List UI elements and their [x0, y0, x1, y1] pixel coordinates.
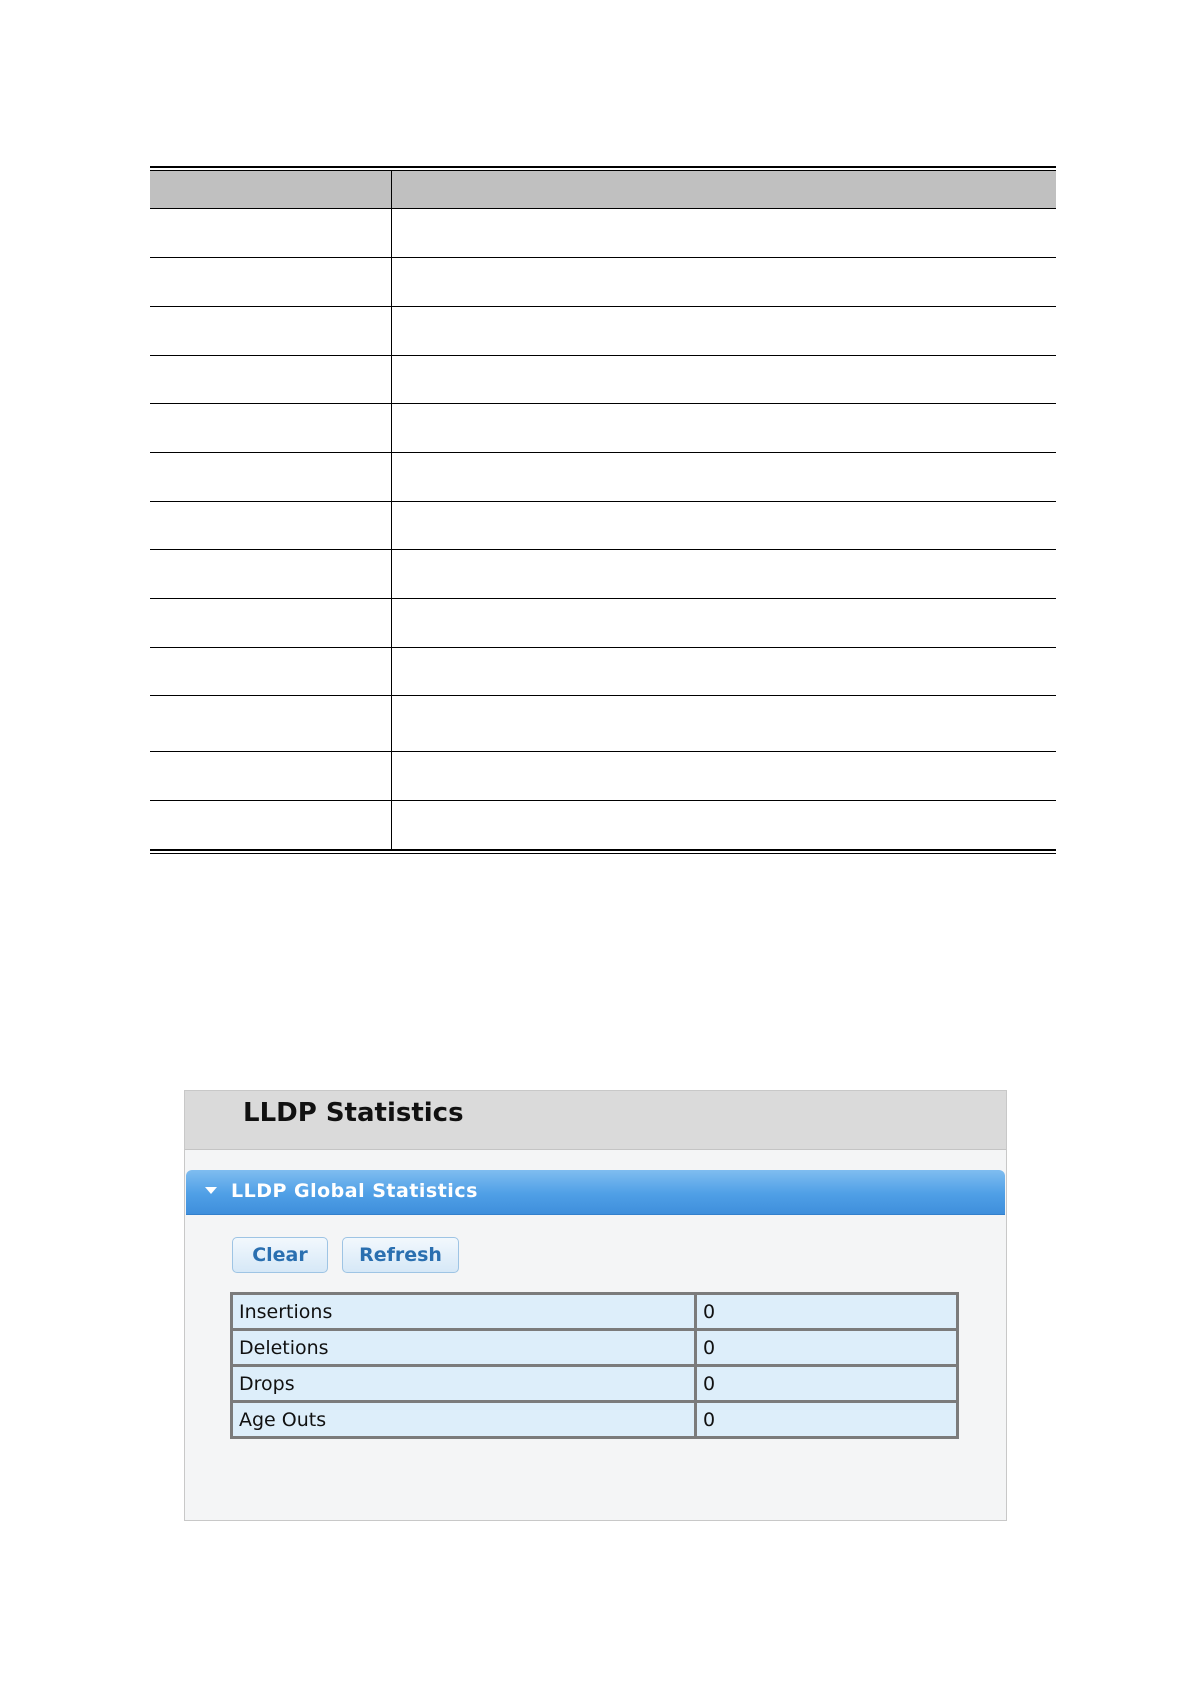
table-row-rule: [150, 647, 1056, 648]
table-row-rule: [150, 751, 1056, 752]
table-row-rule: [150, 695, 1056, 696]
table-row: [232, 1294, 958, 1330]
page-title: LLDP Statistics: [243, 1098, 464, 1128]
stat-label-drops: Drops: [232, 1366, 696, 1402]
stat-value-drops: 0: [696, 1366, 958, 1402]
stat-label-insertions: Insertions: [232, 1294, 696, 1330]
global-statistics-table: [230, 1292, 959, 1439]
table-row: [232, 1366, 958, 1402]
table-row-rule: [150, 403, 1056, 404]
table-header-rule: [150, 208, 1056, 209]
section-header-global-statistics[interactable]: [186, 1170, 1005, 1215]
table-row-rule: [150, 306, 1056, 307]
table-row-rule: [150, 452, 1056, 453]
table-row-rule: [150, 257, 1056, 258]
stat-value-deletions: 0: [696, 1330, 958, 1366]
stat-value-age-outs: 0: [696, 1402, 958, 1438]
panel-header: [185, 1091, 1006, 1150]
table-row-rule: [150, 800, 1056, 801]
table-bottom-rule-thin: [150, 853, 1056, 854]
collapse-arrow-icon[interactable]: [205, 1187, 217, 1194]
stat-label-age-outs: Age Outs: [232, 1402, 696, 1438]
table-top-rule: [150, 166, 1056, 168]
stat-label-deletions: Deletions: [232, 1330, 696, 1366]
lldp-statistics-panel: [184, 1090, 1007, 1521]
table-row-rule: [150, 549, 1056, 550]
table-row: [232, 1402, 958, 1438]
table-header-row: [150, 171, 1056, 208]
table-row-rule: [150, 501, 1056, 502]
table-column-divider: [391, 171, 392, 849]
refresh-button[interactable]: Refresh: [342, 1237, 459, 1273]
clear-button[interactable]: Clear: [232, 1237, 328, 1273]
table-bottom-rule: [150, 849, 1056, 851]
table-row-rule: [150, 598, 1056, 599]
table-row-rule: [150, 355, 1056, 356]
table-row: [232, 1330, 958, 1366]
stat-value-insertions: 0: [696, 1294, 958, 1330]
section-title: LLDP Global Statistics: [231, 1180, 478, 1202]
